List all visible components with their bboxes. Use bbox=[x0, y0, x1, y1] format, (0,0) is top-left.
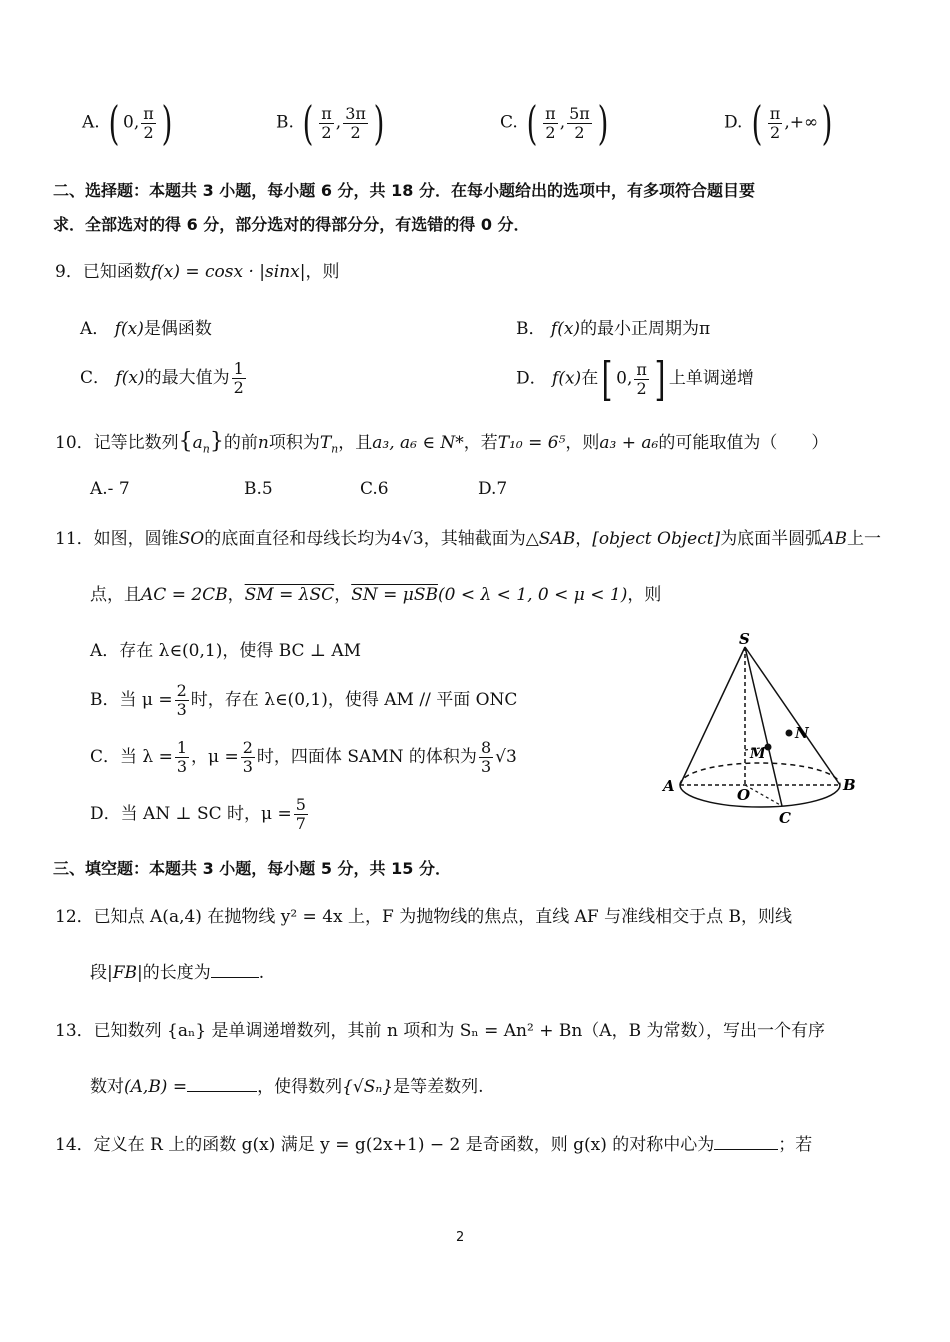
q11-line2: 点，且AC = 2CB，SM = λSC，SN = μSB(0 < λ < 1, 0 < μ < 1)，则 bbox=[90, 585, 662, 605]
q9-option-c: C． f(x)的最大值为 $\frac{1}{2}$ bbox=[80, 359, 244, 397]
q13-line1: 13．已知数列 {aₙ} 是单调递增数列，其前 n 项和为 Sₙ = An² + Bn（A，B 为常数），写出一个有序 bbox=[55, 1021, 825, 1041]
q10-option-b: B.5 bbox=[244, 479, 273, 499]
line-SC bbox=[745, 647, 782, 806]
q11-option-b: B．当 μ = $\frac{2}{3}$ 时，存在 λ∈(0,1)，使得 AM // 平面 ONC bbox=[90, 681, 518, 719]
label-M: M bbox=[750, 746, 766, 762]
q12-line1: 12．已知点 A(a,4) 在抛物线 y² = 4x 上，F 为抛物线的焦点，直线 AF 与准线相交于点 B，则线 bbox=[55, 907, 792, 927]
q9-option-d: D． f(x)在[ 0, $\frac{\pi}{2}$ ] 上单调递增 bbox=[516, 352, 754, 406]
line-SA bbox=[680, 647, 745, 785]
section3-heading: 三、填空题：本题共 3 小题，每小题 5 分，共 15 分． bbox=[53, 859, 451, 878]
cone-figure bbox=[655, 625, 856, 830]
label-S: S bbox=[739, 630, 750, 648]
q10-option-c: C.6 bbox=[360, 479, 389, 499]
q8-option-b: B. ( $\frac{\pi}{2}$ , $\frac{3\pi}{2}$ ) bbox=[276, 96, 385, 150]
q12-line2: 段|FB|的长度为 . bbox=[90, 963, 265, 983]
section2-line2: 求．全部选对的得 6 分，部分选对的得部分分，有选错的得 0 分． bbox=[53, 215, 530, 234]
q10-stem: 10．记等比数列$\{a_n\}$的前n项积为$T_n$，且a₃, a₆ ∈ N*，若T₁₀ = 6⁵，则a₃ + a₆的可能取值为（ ） bbox=[55, 429, 829, 456]
q9-stem: 9．已知函数f(x) = cosx · |sinx|，则 bbox=[55, 262, 340, 282]
label-C: C bbox=[779, 809, 791, 827]
q8-option-d: D. ( $\frac{\pi}{2}$ ,+∞) bbox=[724, 96, 833, 150]
page-number: 2 bbox=[456, 1230, 465, 1245]
section2-line1: 二、选择题：本题共 3 小题，每小题 6 分，共 18 分．在每小题给出的选项中，有多项符合题目要 bbox=[53, 181, 755, 200]
q10-option-a: A.- 7 bbox=[90, 479, 130, 499]
label-B: B bbox=[843, 776, 856, 794]
q10-option-d: D.7 bbox=[478, 479, 508, 499]
q8-option-a: A. ( 0, $\frac{\pi}{2}$ ) bbox=[82, 96, 173, 150]
label-O: O bbox=[737, 786, 751, 804]
label-N: N bbox=[795, 724, 809, 742]
base-front-arc bbox=[680, 785, 840, 807]
q11-option-a: A．存在 λ∈(0,1)，使得 BC ⊥ AM bbox=[90, 641, 362, 661]
q14-line1: 14．定义在 R 上的函数 g(x) 满足 y = g(2x+1) − 2 是奇函数，则 g(x) 的对称中心为 ；若 bbox=[55, 1135, 813, 1155]
q11-line1: 11．如图，圆锥SO的底面直径和母线长均为4√3，其轴截面为△SAB，[object Object]为底面半圆弧AB上一 bbox=[55, 529, 881, 549]
q13-line2: 数对(A,B) = ，使得数列{√Sₙ}是等差数列. bbox=[90, 1077, 484, 1097]
q9-option-a: A． f(x)是偶函数 bbox=[80, 319, 212, 339]
line-OC bbox=[745, 785, 782, 806]
q9-option-b: B． f(x)的最小正周期为π bbox=[516, 319, 711, 339]
point-M bbox=[765, 744, 772, 751]
q8-option-c: C. ( $\frac{\pi}{2}$ , $\frac{5\pi}{2}$ ) bbox=[500, 96, 609, 150]
q11-option-c: C．当 λ = $\frac{1}{3}$ ，μ = $\frac{2}{3}$ 时，四面体 SAMN 的体积为 $\frac{8}{3}$ √3 bbox=[90, 738, 517, 776]
base-back-arc bbox=[680, 763, 840, 785]
point-N bbox=[786, 730, 793, 737]
q11-option-d: D．当 AN ⊥ SC 时，μ = $\frac{5}{7}$ bbox=[90, 795, 306, 833]
label-A: A bbox=[663, 777, 675, 795]
